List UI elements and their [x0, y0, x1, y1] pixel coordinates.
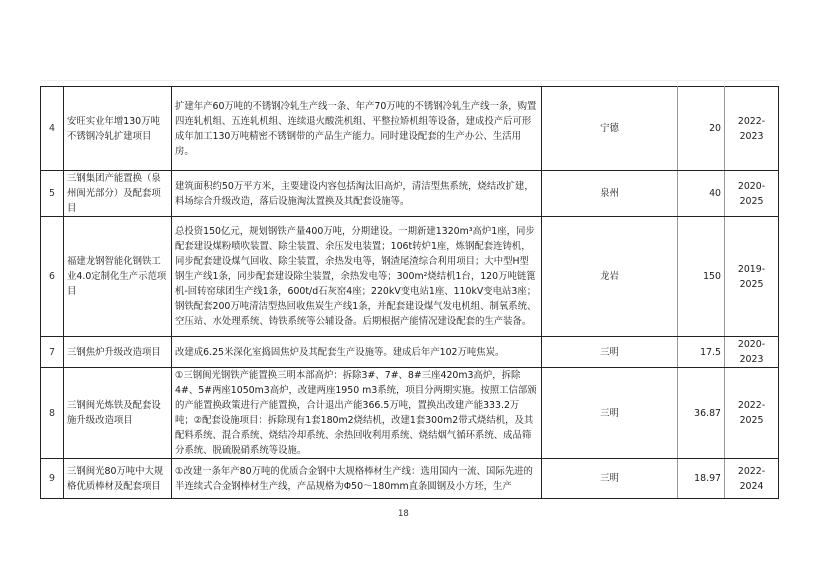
row-number: 9 [41, 459, 64, 499]
project-name: 三钢焦炉升级改造项目 [64, 337, 172, 368]
project-period: 2022-2025 [725, 368, 779, 459]
table-row [41, 368, 779, 459]
project-period: 2022-2023 [725, 87, 779, 171]
project-name: 安旺实业年增130万吨不锈钢冷轧扩建项目 [64, 87, 172, 171]
project-content: ①改建一条年产80万吨的优质合金钢中大规格棒材生产线：选用国内一流、国际先进的半连续式合金钢棒材生产线，产品规格为Φ50～180mm直条圆钢及小方坯，生产 [172, 459, 542, 499]
row-number: 8 [41, 368, 64, 459]
table-row [41, 87, 779, 171]
project-investment: 20 [678, 87, 725, 171]
project-location: 龙岩 [542, 217, 678, 337]
project-content: 建筑面积约50万平方米，主要建设内容包括淘汰旧高炉，清洁型焦系统，烧结改扩建，料场综合升级改造，落后设施淘汰置换及其配套设施等。 [172, 171, 542, 217]
row-number: 4 [41, 87, 64, 171]
project-location: 三明 [542, 337, 678, 368]
project-name: 福建龙钢智能化钢铁工业4.0定制化生产示范项目 [64, 217, 172, 337]
table-row [41, 217, 779, 337]
project-content: 总投资150亿元，规划钢铁产量400万吨，分期建设。一期新建1320m³高炉1座，同步配套建设煤粉喷吹装置、除尘装置、余压发电装置；106t转炉1座，炼钢配套连铸机，同步配套建设煤气回收、除尘装置，余热发电等，钢渣尾渣综合利用项目；大中型H型钢生产线1条，同步配套建设除尘装置，余热发电等；300m²烧结机1台，120万吨链篦机-回转窑球团生产线1条，600t/d石灰窑4座；220kV变电站1座、110kV变电站3座；钢铁配套200万吨清洁型热回收焦炭生产线1条，并配套建设煤气发电机组、制氧系统、空压站、水处理系统、铸铁系统等公辅设备。后期根据产能情况建设配套的生产装备。 [172, 217, 542, 337]
table-row [41, 459, 779, 499]
project-period: 2019-2025 [725, 217, 779, 337]
project-period: 2020-2025 [725, 171, 779, 217]
table-row [41, 337, 779, 368]
project-name: 三钢闽光炼铁及配套设施升级改造项目 [64, 368, 172, 459]
project-table [40, 86, 779, 499]
row-number: 7 [41, 337, 64, 368]
project-content: ①三钢闽光钢铁产能置换三明本部高炉：拆除3#、7#、8#三座420m3高炉，拆除4#、5#两座1050m3高炉，改建两座1950 m3系统，项目分两期实施。按照工信部颁的产能置换政策进行产能置换，合计退出产能366.5万吨，置换出改建产能333.2万吨；②配套设施项目：拆除现有1套180m2烧结机，改建1套300m2带式烧结机，及其配料系统、混合系统、烧结冷却系统、余热回收利用系统、烧结烟气循环系统、成品筛分系统、脱硫脱硝系统等设施。 [172, 368, 542, 459]
project-name: 三钢闽光80万吨中大规格优质棒材及配套项目 [64, 459, 172, 499]
project-location: 三明 [542, 368, 678, 459]
project-content: 扩建年产60万吨的不锈钢冷轧生产线一条、年产70万吨的不锈钢冷轧生产线一条，购置四连轧机组、五连轧机组、连续退火酸洗机组、平整拉矫机组等设备，建成投产后可形成年加工130万吨精密不锈钢带的产品生产能力。同时建设配套的生产办公、生活用房。 [172, 87, 542, 171]
project-content: 改建成6.25米深化室捣固焦炉及其配套生产设施等。建成后年产102万吨焦炭。 [172, 337, 542, 368]
project-name: 三钢集团产能置换（泉州闽光部分）及配套项目 [64, 171, 172, 217]
project-investment: 17.5 [678, 337, 725, 368]
project-investment: 150 [678, 217, 725, 337]
project-location: 宁德 [542, 87, 678, 171]
table-row [41, 171, 779, 217]
page-top-rule [40, 80, 780, 81]
row-number: 6 [41, 217, 64, 337]
project-location: 三明 [542, 459, 678, 499]
project-period: 2020-2023 [725, 337, 779, 368]
row-number: 5 [41, 171, 64, 217]
project-investment: 40 [678, 171, 725, 217]
project-period: 2022-2024 [725, 459, 779, 499]
project-investment: 36.87 [678, 368, 725, 459]
project-location: 泉州 [542, 171, 678, 217]
project-investment: 18.97 [678, 459, 725, 499]
page-number: 18 [398, 509, 409, 519]
